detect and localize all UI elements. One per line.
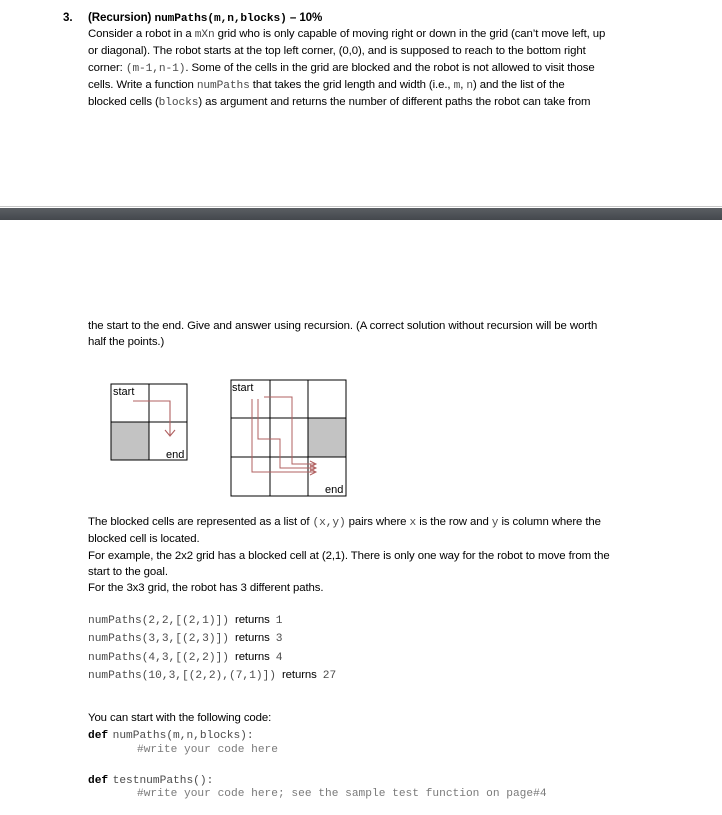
inline-code: blocks	[158, 97, 199, 110]
inline-code: n	[466, 79, 473, 92]
example-call: numPaths(4,3,[(2,2)])	[88, 651, 229, 664]
starter-intro: You can start with the following code:	[88, 712, 272, 724]
inline-code: (x,y)	[312, 517, 346, 529]
text-run: Consider a robot in a	[88, 28, 195, 40]
inline-code: x	[409, 517, 417, 529]
explanation-line	[88, 531, 678, 547]
text-run: pairs where	[345, 516, 410, 528]
example-row	[88, 666, 336, 684]
intro-paragraph	[88, 26, 678, 111]
intro-line	[88, 94, 678, 111]
continuation-paragraph	[88, 318, 678, 351]
example-row	[88, 648, 336, 666]
example-result: 4	[275, 651, 283, 664]
explanation-line	[88, 514, 678, 531]
example-call: numPaths(2,2,[(2,1)])	[88, 615, 229, 627]
example-call: numPaths(10,3,[(2,2),(7,1)])	[88, 669, 276, 682]
grid-2x2-figure	[108, 381, 190, 465]
inline-code: m	[453, 79, 461, 92]
title-prefix: (Recursion)	[88, 11, 152, 24]
example-call: numPaths(3,3,[(2,3)])	[88, 633, 229, 646]
explanation-line	[88, 548, 678, 564]
text-run: The blocked cells are represented as a list of	[88, 516, 313, 528]
def-signature: numPaths(m,n,blocks):	[112, 730, 254, 742]
path-line	[252, 399, 316, 472]
start-label: start	[113, 386, 135, 398]
path-line	[258, 399, 316, 468]
text-run: ) as argument and returns the number of different paths the robot can take from	[198, 96, 591, 109]
text-run: For example, the 2x2 grid has a blocked cell at (2,1). There is only one way for the robot to move from the	[88, 549, 610, 562]
text-run: corner:	[88, 61, 126, 74]
starter-comment-1: #write your code here	[137, 744, 278, 756]
example-returns-word: returns	[235, 614, 270, 626]
example-result: 27	[322, 669, 337, 682]
explanation-line	[88, 580, 678, 596]
question-number: 3.	[63, 11, 73, 24]
example-returns-word: returns	[281, 668, 317, 681]
text-run: grid who is only capable of moving right or down in the grid (can’t move left, up	[214, 28, 606, 40]
page-gap-line	[0, 206, 722, 207]
end-label: end	[166, 449, 185, 461]
def-keyword: def	[88, 730, 109, 742]
text-run: is the row and	[416, 516, 492, 528]
text-run: cells. Write a function	[88, 78, 197, 91]
starter-comment-2: #write your code here; see the sample test function on page#4	[137, 788, 547, 800]
example-result: 1	[275, 615, 283, 627]
start-label: start	[232, 382, 254, 394]
inline-code: numPaths	[196, 79, 250, 92]
def-keyword: def	[88, 775, 109, 787]
intro-line	[88, 77, 678, 94]
intro-line	[88, 26, 678, 43]
title-suffix: – 10%	[289, 11, 323, 24]
blocked-cell	[111, 422, 149, 460]
text-run: ,	[460, 78, 467, 91]
grid-3x3-figure	[228, 377, 350, 499]
continuation-line: half the points.)	[88, 336, 165, 349]
text-run: ) and the list of the	[472, 78, 565, 91]
continuation-line: the start to the end. Give and answer using recursion. (A correct solution without recursion will be worth	[88, 320, 598, 332]
title-code: numPaths(m,n,blocks)	[154, 13, 287, 25]
text-run: or diagonal). The robot starts at the top left corner, (0,0), and is supposed to reach to the bottom right	[88, 45, 586, 58]
def-signature: testnumPaths():	[112, 775, 214, 787]
inline-code: (m-1,n-1)	[125, 62, 186, 75]
text-run: is column where the	[498, 516, 601, 528]
example-result: 3	[275, 633, 283, 646]
question-title	[88, 10, 322, 27]
text-run: start to the goal.	[88, 565, 168, 578]
examples-block	[88, 611, 336, 684]
example-row	[88, 629, 336, 647]
text-run: that takes the grid length and width (i.e.,	[249, 78, 454, 91]
blocked-cell	[308, 418, 346, 457]
text-run: . Some of the cells in the grid are blocked and the robot is not allowed to visit those	[185, 61, 595, 74]
text-run: For the 3x3 grid, the robot has 3 different paths.	[88, 582, 324, 595]
intro-line	[88, 60, 678, 77]
intro-line	[88, 43, 678, 59]
end-label: end	[325, 484, 344, 496]
example-returns-word: returns	[235, 632, 270, 645]
explanation-line	[88, 564, 678, 580]
text-run: blocked cell is located.	[88, 533, 200, 546]
text-run: blocked cells (	[88, 96, 159, 109]
example-row	[88, 611, 336, 629]
explanation-paragraph	[88, 514, 678, 596]
page-break-bar	[0, 208, 722, 220]
inline-code: y	[491, 517, 499, 529]
example-returns-word: returns	[235, 650, 270, 663]
inline-code: mXn	[194, 29, 215, 41]
